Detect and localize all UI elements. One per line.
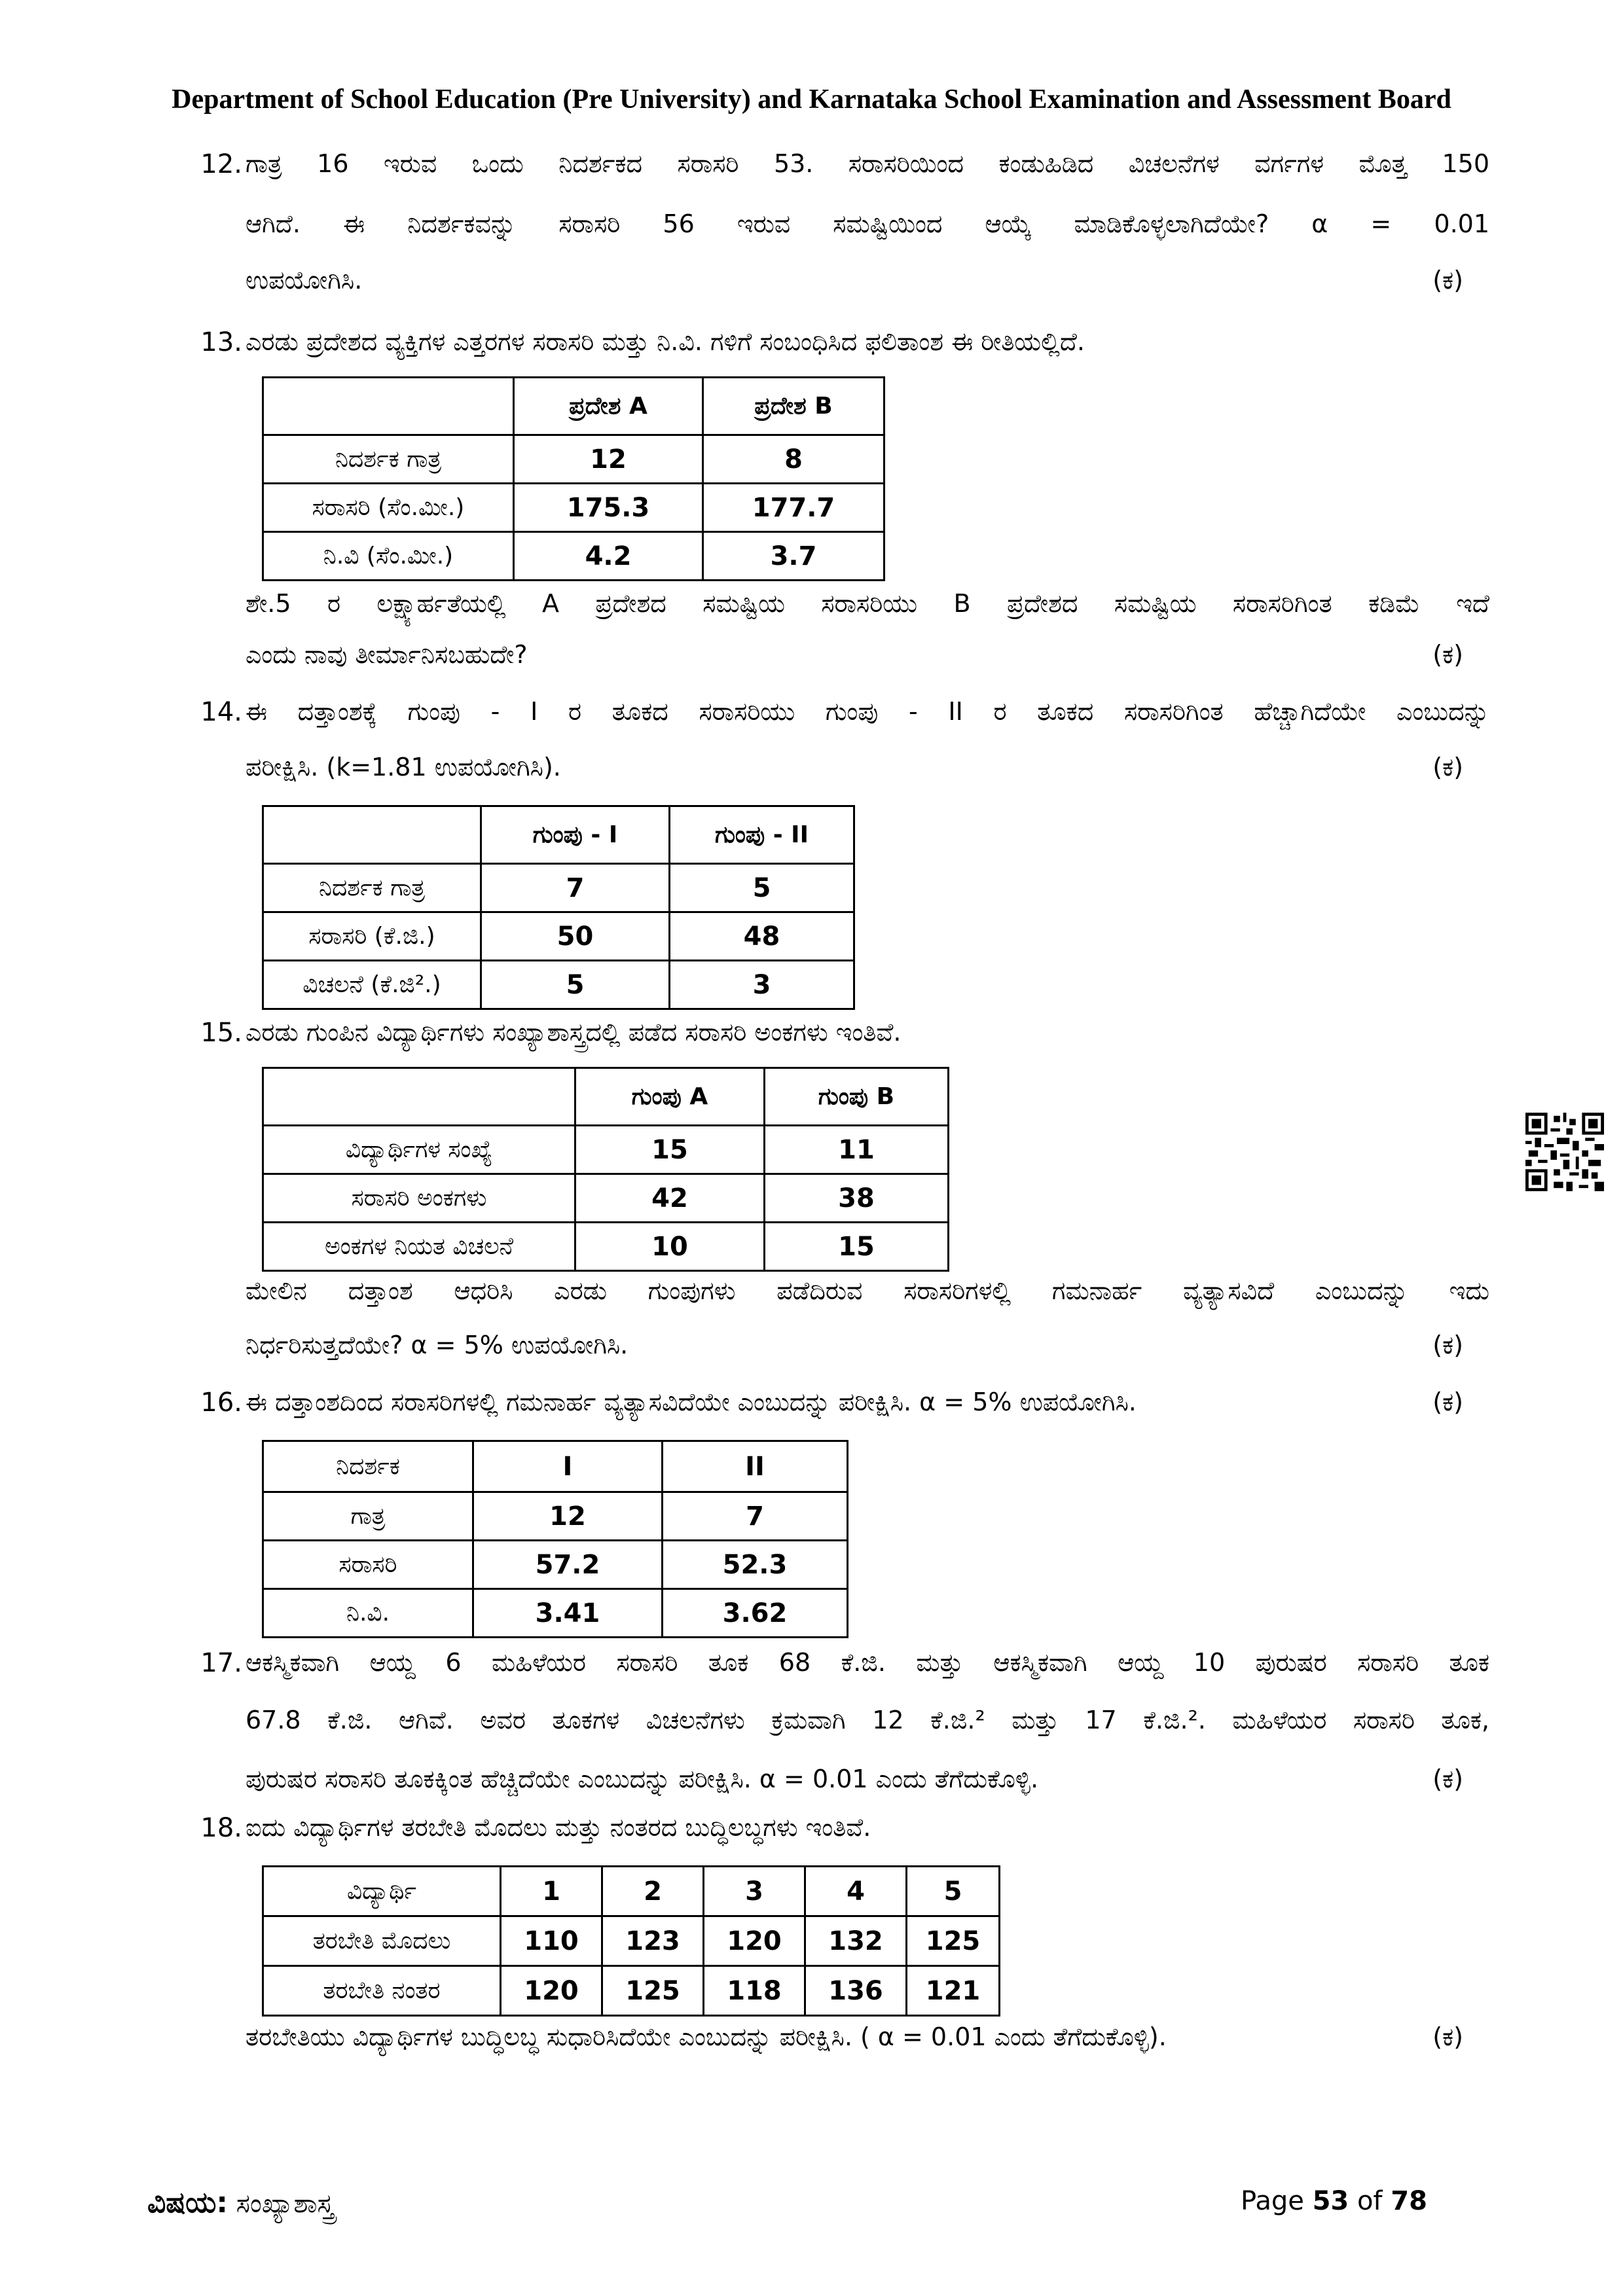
table-cell: 57.2 bbox=[473, 1541, 663, 1589]
subject-footer bbox=[147, 2186, 334, 2219]
question-18 bbox=[183, 1813, 1489, 2062]
table-header-cell: ನಿದರ್ಶಕ bbox=[263, 1441, 473, 1492]
table-row-label: ಅಂಕಗಳ ನಿಯತ ವಿಚಲನೆ bbox=[263, 1223, 575, 1271]
table-header-cell bbox=[263, 1068, 575, 1126]
table-header-cell: 3 bbox=[704, 1867, 805, 1916]
table-header-cell: ಗುಂಪು A bbox=[575, 1068, 765, 1126]
table-row-label: ವಿದ್ಯಾರ್ಥಿಗಳ ಸಂಖ್ಯೆ bbox=[263, 1126, 575, 1174]
table-row-label: ನಿ.ವಿ (ಸೆಂ.ಮೀ.) bbox=[263, 532, 514, 581]
table-cell: 15 bbox=[765, 1223, 949, 1271]
question-number: 15. bbox=[200, 1018, 242, 1048]
page-number bbox=[1241, 2186, 1427, 2216]
question-text: ಆಗಿದೆ. ಈ ನಿದರ್ಶಕವನ್ನು ಸರಾಸರಿ 56 ಇರುವ ಸಮಷ್ಟಿಯಿಂದ ಆಯ್ಕೆ ಮಾಡಿಕೊಳ್ಳಲಾಗಿದೆಯೇ? α = 0.01 bbox=[246, 209, 1489, 238]
question-text: ಮೇಲಿನ ದತ್ತಾಂಶ ಆಧರಿಸಿ ಎರಡು ಗುಂಪುಗಳು ಪಡೆದಿರುವ ಸರಾಸರಿಗಳಲ್ಲಿ ಗಮನಾರ್ಹ ವ್ಯತ್ಯಾಸವಿದೆ ಎಂಬುದನ್ನು ಇದು bbox=[246, 1276, 1489, 1305]
question-number: 14. bbox=[200, 697, 242, 727]
table-cell: 11 bbox=[765, 1126, 949, 1174]
table-cell: 136 bbox=[805, 1966, 907, 2016]
question-13 bbox=[183, 327, 1489, 694]
question-text: 67.8 ಕೆ.ಜಿ. ಆಗಿವೆ. ಅವರ ತೂಕಗಳ ವಿಚಲನೆಗಳು ಕ್ರಮವಾಗಿ 12 ಕೆ.ಜಿ.² ಮತ್ತು 17 ಕೆ.ಜಿ.². ಮಹಿಳೆಯರ ಸರಾಸರಿ ತೂಕ, bbox=[246, 1706, 1489, 1734]
table-cell: 118 bbox=[704, 1966, 805, 2016]
table-cell: 175.3 bbox=[514, 484, 703, 532]
question-number: 17. bbox=[200, 1648, 242, 1678]
data-table bbox=[262, 1067, 949, 1272]
table-cell: 177.7 bbox=[703, 484, 884, 532]
table-header-cell: II bbox=[663, 1441, 848, 1492]
question-text: ಈ ದತ್ತಾಂಶದಿಂದ ಸರಾಸರಿಗಳಲ್ಲಿ ಗಮನಾರ್ಹ ವ್ಯತ್ಯಾಸವಿದೆಯೇ ಎಂಬುದನ್ನು ಪರೀಕ್ಷಿಸಿ. α = 5% ಉಪಯೋಗಿಸಿ. bbox=[246, 1388, 1137, 1416]
table-cell: 42 bbox=[575, 1174, 765, 1223]
table-header-cell bbox=[263, 378, 514, 435]
question-text: ಗಾತ್ರ 16 ಇರುವ ಒಂದು ನಿದರ್ಶಕದ ಸರಾಸರಿ 53. ಸರಾಸರಿಯಿಂದ ಕಂಡುಹಿಡಿದ ವಿಚಲನೆಗಳ ವರ್ಗಗಳ ಮೊತ್ತ 150 bbox=[246, 149, 1489, 178]
question-text: ಶೇ.5 ರ ಲಕ್ಷ್ಯಾರ್ಹತೆಯಲ್ಲಿ A ಪ್ರದೇಶದ ಸಮಷ್ಟಿಯ ಸರಾಸರಿಯು B ಪ್ರದೇಶದ ಸಮಷ್ಟಿಯ ಸರಾಸರಿಗಿಂತ ಕಡಿಮೆ ಇದೆ bbox=[246, 589, 1489, 618]
table-cell: 7 bbox=[481, 864, 670, 912]
table-cell: 3.62 bbox=[663, 1589, 848, 1638]
table-header-cell: 5 bbox=[907, 1867, 1000, 1916]
table-cell: 5 bbox=[670, 864, 854, 912]
table-cell: 8 bbox=[703, 435, 884, 484]
question-number: 13. bbox=[200, 327, 242, 357]
table-header-cell: 1 bbox=[501, 1867, 602, 1916]
marks-label: (ಕ) bbox=[1432, 753, 1463, 781]
table-cell: 121 bbox=[907, 1966, 1000, 2016]
question-16 bbox=[183, 1388, 1489, 1649]
table-cell: 110 bbox=[501, 1916, 602, 1966]
question-14 bbox=[183, 697, 1489, 1018]
table-header-cell: 2 bbox=[602, 1867, 704, 1916]
table-row-label: ನಿ.ವಿ. bbox=[263, 1589, 473, 1638]
table-cell: 7 bbox=[663, 1492, 848, 1541]
table-cell: 132 bbox=[805, 1916, 907, 1966]
table-cell: 120 bbox=[704, 1916, 805, 1966]
marks-label: (ಕ) bbox=[1432, 640, 1463, 669]
table-header-cell: ಗುಂಪು - I bbox=[481, 806, 670, 864]
table-header-cell: ಪ್ರದೇಶ A bbox=[514, 378, 703, 435]
data-table bbox=[262, 376, 885, 581]
question-number: 18. bbox=[200, 1813, 242, 1843]
table-cell: 125 bbox=[602, 1966, 704, 2016]
table-cell: 48 bbox=[670, 912, 854, 961]
table-cell: 50 bbox=[481, 912, 670, 961]
page-total: 78 bbox=[1391, 2186, 1427, 2216]
subject-name: ಸಂಖ್ಯಾಶಾಸ್ತ್ರ bbox=[236, 2189, 335, 2219]
question-text: ನಿರ್ಧರಿಸುತ್ತದೆಯೇ? α = 5% ಉಪಯೋಗಿಸಿ. bbox=[246, 1331, 629, 1359]
question-number: 16. bbox=[200, 1388, 242, 1418]
data-table bbox=[262, 805, 855, 1010]
table-cell: 12 bbox=[473, 1492, 663, 1541]
question-text: ತರಬೇತಿಯು ವಿದ್ಯಾರ್ಥಿಗಳ ಬುದ್ಧಿಲಬ್ಧ ಸುಧಾರಿಸಿದೆಯೇ ಎಂಬುದನ್ನು ಪರೀಕ್ಷಿಸಿ. ( α = 0.01 ಎಂದು ತೆಗೆದುಕೊಳ್ಳಿ). bbox=[246, 2022, 1167, 2051]
table-row-label: ಗಾತ್ರ bbox=[263, 1492, 473, 1541]
marks-label: (ಕ) bbox=[1432, 2022, 1463, 2051]
table-cell: 3.41 bbox=[473, 1589, 663, 1638]
table-cell: 5 bbox=[481, 961, 670, 1009]
question-text: ಈ ದತ್ತಾಂಶಕ್ಕೆ ಗುಂಪು - I ರ ತೂಕದ ಸರಾಸರಿಯು ಗುಂಪು - II ರ ತೂಕದ ಸರಾಸರಿಗಿಂತ ಹೆಚ್ಚಾಗಿದೆಯೇ ಎಂಬುದನ್ನು bbox=[246, 697, 1489, 726]
marks-label: (ಕ) bbox=[1432, 266, 1463, 295]
marks-label: (ಕ) bbox=[1432, 1765, 1463, 1793]
table-row-label: ತರಬೇತಿ ನಂತರ bbox=[263, 1966, 501, 2016]
question-text: ಎರಡು ಪ್ರದೇಶದ ವ್ಯಕ್ತಿಗಳ ಎತ್ತರಗಳ ಸರಾಸರಿ ಮತ್ತು ನಿ.ವಿ. ಗಳಿಗೆ ಸಂಬಂಧಿಸಿದ ಫಲಿತಾಂಶ ಈ ರೀತಿಯಲ್ಲಿದೆ. bbox=[246, 327, 1085, 356]
table-cell: 120 bbox=[501, 1966, 602, 2016]
table-header-cell: I bbox=[473, 1441, 663, 1492]
page-prefix: Page bbox=[1241, 2186, 1304, 2216]
question-12 bbox=[183, 149, 1489, 306]
table-row-label: ಸರಾಸರಿ ಅಂಕಗಳು bbox=[263, 1174, 575, 1223]
data-table bbox=[262, 1865, 1000, 2017]
table-cell: 52.3 bbox=[663, 1541, 848, 1589]
question-number: 12. bbox=[200, 149, 242, 179]
table-row-label: ನಿದರ್ಶಕ ಗಾತ್ರ bbox=[263, 435, 514, 484]
question-text: ಪುರುಷರ ಸರಾಸರಿ ತೂಕಕ್ಕಿಂತ ಹೆಚ್ಚಿದೆಯೇ ಎಂಬುದನ್ನು ಪರೀಕ್ಷಿಸಿ. α = 0.01 ಎಂದು ತೆಗೆದುಕೊಳ್ಳಿ. bbox=[246, 1765, 1039, 1793]
subject-label: ವಿಷಯ: bbox=[147, 2186, 228, 2219]
table-cell: 125 bbox=[907, 1916, 1000, 1966]
table-row-label: ಸರಾಸರಿ (ಸೆಂ.ಮೀ.) bbox=[263, 484, 514, 532]
table-cell: 10 bbox=[575, 1223, 765, 1271]
table-row-label: ಸರಾಸರಿ bbox=[263, 1541, 473, 1589]
table-cell: 3 bbox=[670, 961, 854, 1009]
question-17 bbox=[183, 1648, 1489, 1818]
table-cell: 12 bbox=[514, 435, 703, 484]
table-cell: 123 bbox=[602, 1916, 704, 1966]
question-text: ಆಕಸ್ಮಿಕವಾಗಿ ಆಯ್ದ 6 ಮಹಿಳೆಯರ ಸರಾಸರಿ ತೂಕ 68 ಕೆ.ಜಿ. ಮತ್ತು ಆಕಸ್ಮಿಕವಾಗಿ ಆಯ್ದ 10 ಪುರುಷರ ಸರಾಸರಿ ತೂಕ bbox=[246, 1648, 1489, 1677]
table-header-cell: ಗುಂಪು B bbox=[765, 1068, 949, 1126]
table-cell: 4.2 bbox=[514, 532, 703, 581]
table-header-cell: ವಿದ್ಯಾರ್ಥಿ bbox=[263, 1867, 501, 1916]
question-text: ಪರೀಕ್ಷಿಸಿ. (k=1.81 ಉಪಯೋಗಿಸಿ). bbox=[246, 753, 561, 781]
page-of: of bbox=[1357, 2186, 1383, 2216]
qr-code bbox=[1525, 1113, 1604, 1191]
table-header-cell: ಗುಂಪು - II bbox=[670, 806, 854, 864]
page-header: Department of School Education (Pre University) and Karnataka School Examination and Assessment Board bbox=[172, 84, 1451, 115]
data-table bbox=[262, 1440, 848, 1638]
table-cell: 3.7 bbox=[703, 532, 884, 581]
table-cell: 38 bbox=[765, 1174, 949, 1223]
question-text: ಐದು ವಿದ್ಯಾರ್ಥಿಗಳ ತರಬೇತಿ ಮೊದಲು ಮತ್ತು ನಂತರದ ಬುದ್ಧಿಲಬ್ಧಗಳು ಇಂತಿವೆ. bbox=[246, 1813, 871, 1842]
question-15 bbox=[183, 1018, 1489, 1371]
question-text: ಉಪಯೋಗಿಸಿ. bbox=[246, 266, 363, 295]
page-current: 53 bbox=[1312, 2186, 1349, 2216]
table-row-label: ವಿಚಲನೆ (ಕೆ.ಜಿ².) bbox=[263, 961, 481, 1009]
table-row-label: ನಿದರ್ಶಕ ಗಾತ್ರ bbox=[263, 864, 481, 912]
table-row-label: ತರಬೇತಿ ಮೊದಲು bbox=[263, 1916, 501, 1966]
table-cell: 15 bbox=[575, 1126, 765, 1174]
question-text: ಎಂದು ನಾವು ತೀರ್ಮಾನಿಸಬಹುದೇ? bbox=[246, 640, 528, 669]
table-row-label: ಸರಾಸರಿ (ಕೆ.ಜಿ.) bbox=[263, 912, 481, 961]
marks-label: (ಕ) bbox=[1432, 1388, 1463, 1416]
table-header-cell: 4 bbox=[805, 1867, 907, 1916]
question-text: ಎರಡು ಗುಂಪಿನ ವಿದ್ಯಾರ್ಥಿಗಳು ಸಂಖ್ಯಾಶಾಸ್ತ್ರದಲ್ಲಿ ಪಡೆದ ಸರಾಸರಿ ಅಂಕಗಳು ಇಂತಿವೆ. bbox=[246, 1018, 902, 1047]
table-header-cell bbox=[263, 806, 481, 864]
table-header-cell: ಪ್ರದೇಶ B bbox=[703, 378, 884, 435]
marks-label: (ಕ) bbox=[1432, 1331, 1463, 1359]
